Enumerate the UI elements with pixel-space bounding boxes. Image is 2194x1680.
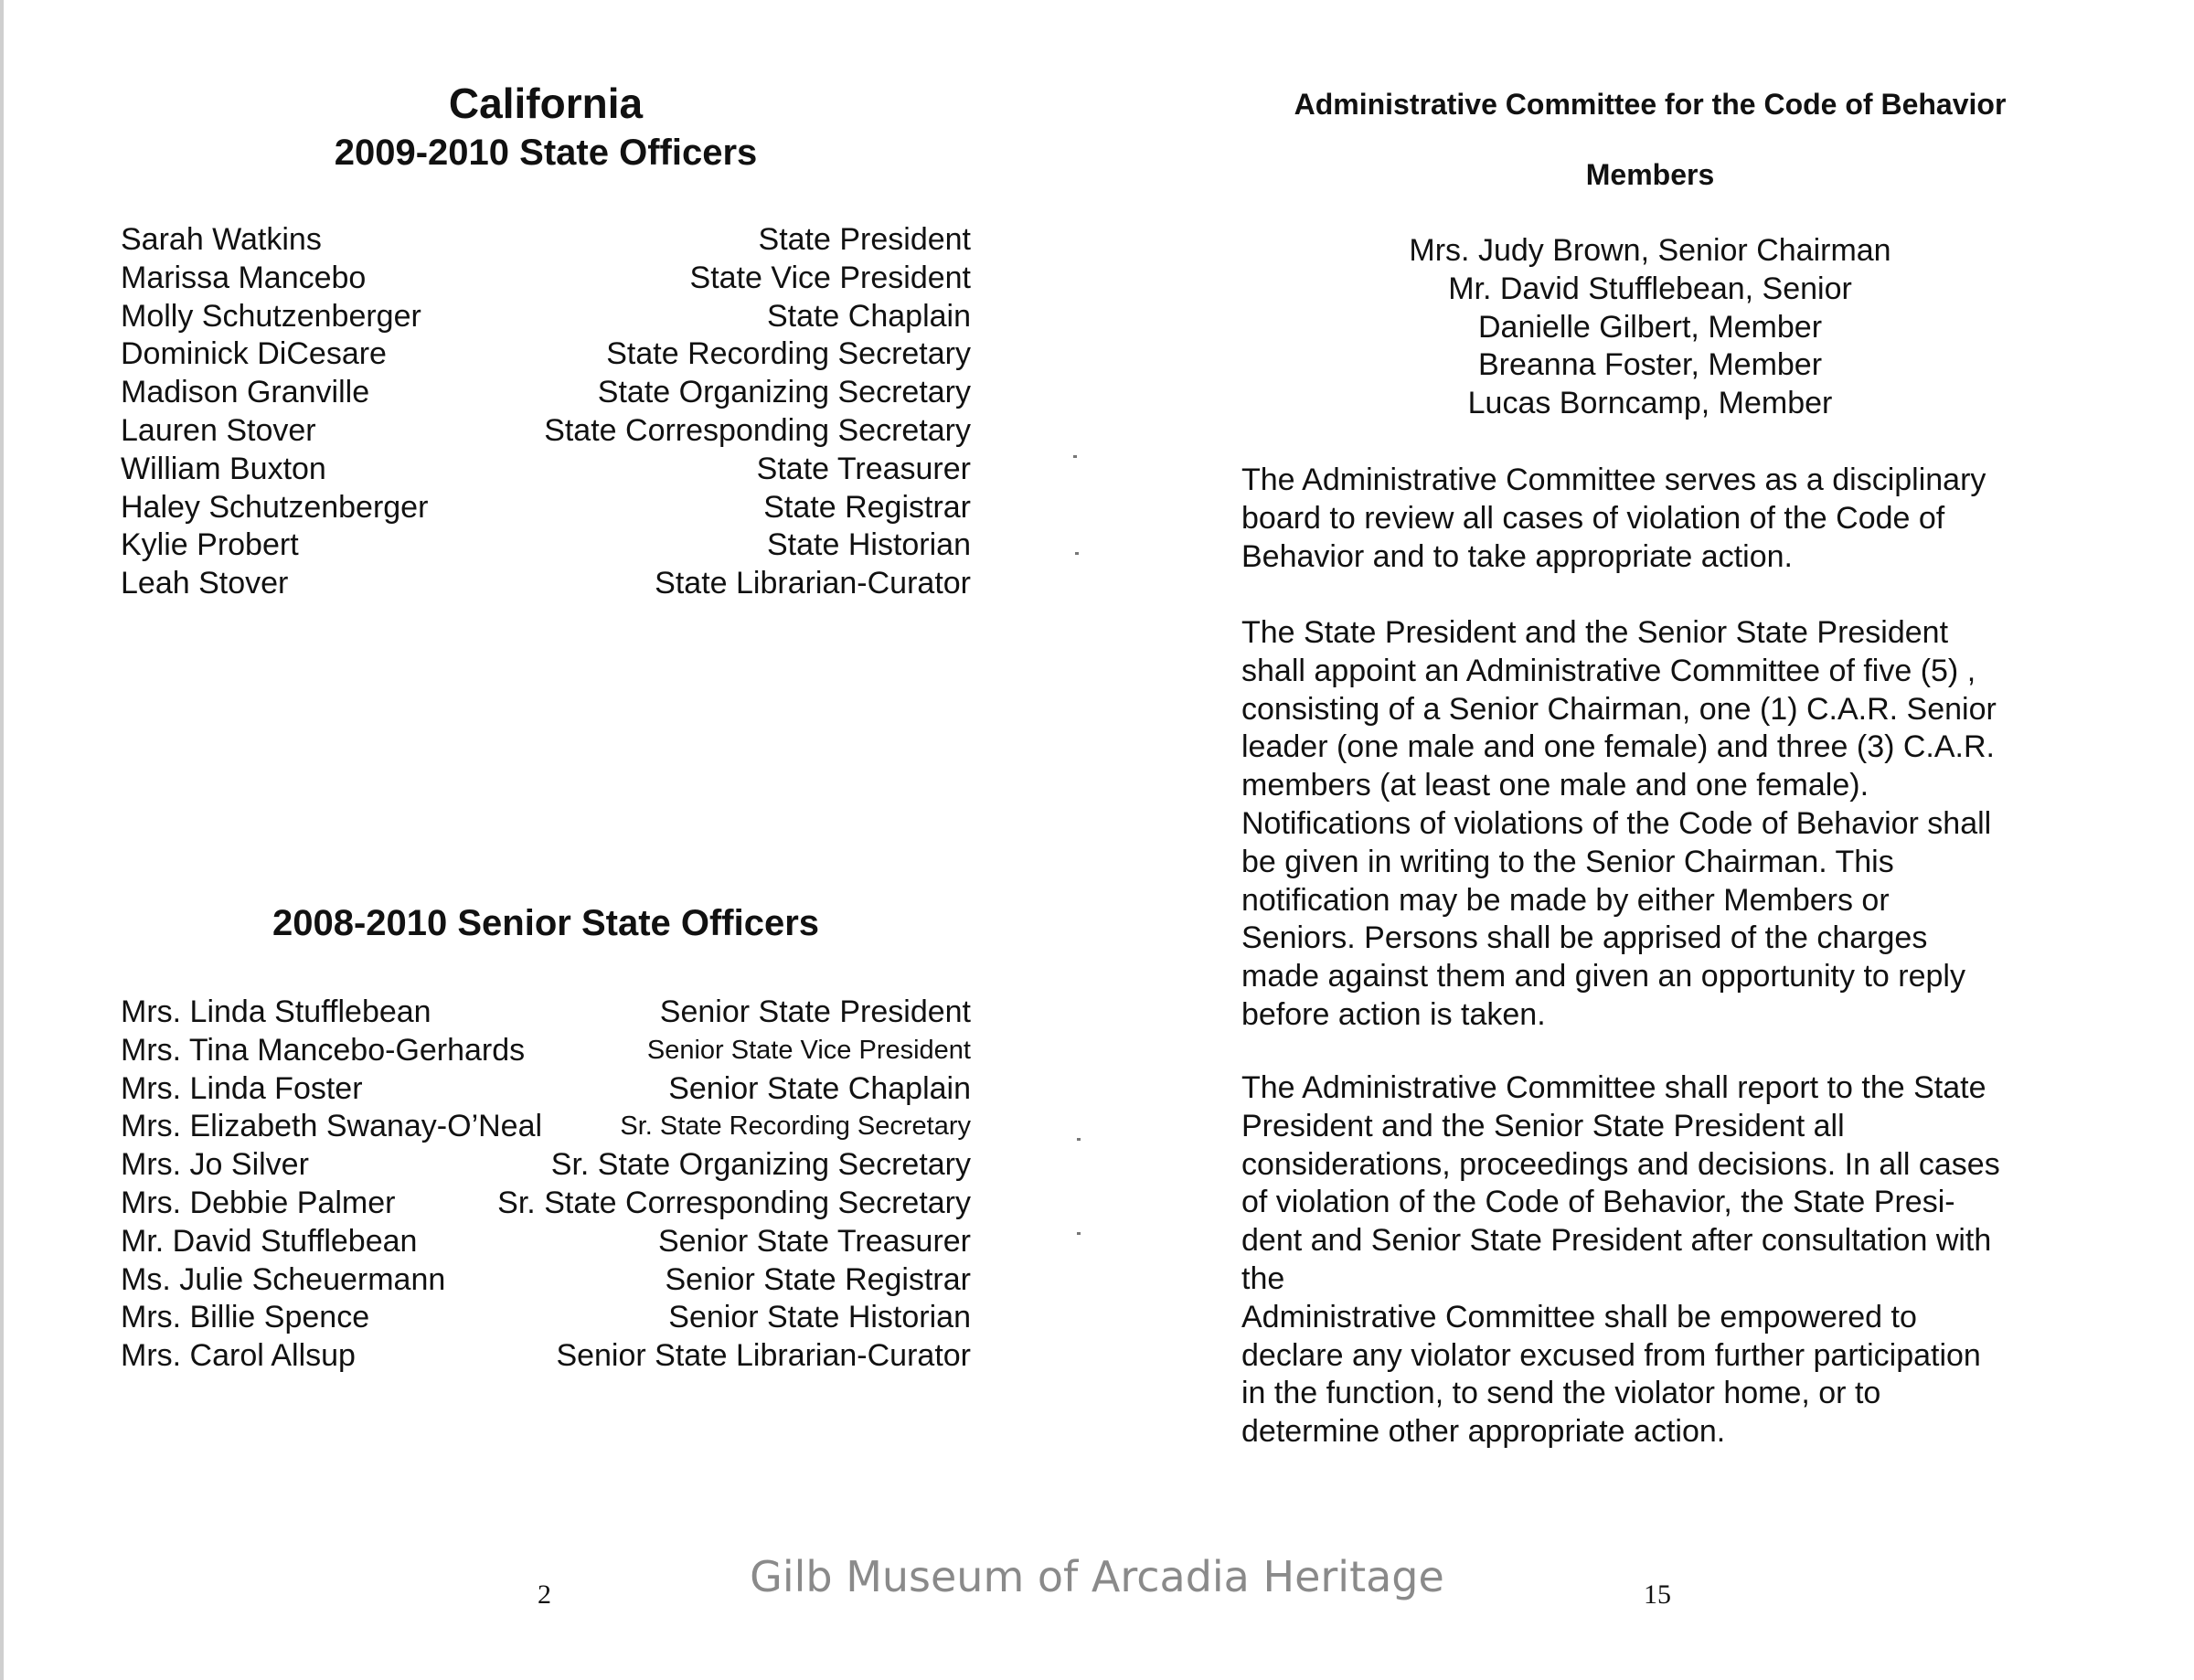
officer-title: State Registrar <box>763 489 971 525</box>
officer-name: Molly Schutzenberger <box>121 298 421 334</box>
senior-officer-name: Mrs. Elizabeth Swanay-O’Neal <box>121 1109 543 1144</box>
senior-officer-row <box>121 1146 971 1185</box>
senior-officer-row <box>121 1261 971 1300</box>
officer-row <box>121 221 971 260</box>
senior-officer-title: Senior State Historian <box>668 1300 971 1335</box>
senior-officer-name: Mrs. Carol Allsup <box>121 1338 356 1374</box>
officer-name: William Buxton <box>121 451 326 486</box>
officer-title: State Treasurer <box>756 451 971 486</box>
committee-member: Mr. David Stufflebean, Senior <box>1448 271 1852 306</box>
senior-officer-row <box>121 994 971 1032</box>
officer-title: State Recording Secretary <box>606 336 971 372</box>
page-number-left: 2 <box>538 1579 551 1610</box>
officer-title: State Librarian-Curator <box>655 566 971 601</box>
senior-officer-row <box>121 1070 971 1109</box>
officer-name: Dominick DiCesare <box>121 336 387 372</box>
officer-title: State Chaplain <box>766 298 971 334</box>
members-heading: Members <box>1585 158 1715 191</box>
page-number-right: 15 <box>1644 1579 1671 1610</box>
officer-row <box>121 260 971 298</box>
officer-row <box>121 526 971 565</box>
officer-name: Marissa Mancebo <box>121 260 367 295</box>
senior-officer-title: Senior State Registrar <box>665 1261 971 1297</box>
senior-officer-name: Mrs. Jo Silver <box>121 1147 309 1183</box>
senior-officer-title: Senior State Treasurer <box>657 1223 971 1259</box>
senior-officer-name: Ms. Julie Scheuermann <box>121 1261 446 1297</box>
senior-officers-heading: 2008-2010 Senior State Officers <box>272 903 820 943</box>
senior-officer-name: Mrs. Linda Foster <box>121 1070 363 1106</box>
senior-officer-row <box>121 1108 971 1146</box>
senior-officer-name: Mrs. Tina Mancebo-Gerhards <box>121 1032 526 1068</box>
senior-officer-name: Mrs. Debbie Palmer <box>121 1185 396 1220</box>
officer-row <box>121 374 971 412</box>
senior-officer-title: Senior State Librarian-Curator <box>556 1338 971 1374</box>
senior-officer-title: Senior State President <box>659 994 971 1029</box>
committee-member: Danielle Gilbert, Member <box>1477 309 1823 345</box>
officer-row <box>121 451 971 489</box>
senior-officer-title: Sr. State Corresponding Secretary <box>497 1185 971 1220</box>
committee-appointment-paragraph: The State President and the Senior State President shall appoint an Administrative Committee of five (5) , consisting of a Senior Chairman, one (1) C.A.R. Senior leader (one male and one female) and three (3) C.A.R. members (at least one male and one female). Notifications of violations of the Code of Behavior shall be given in writing to the Senior Chairman. This notification may be made by either Members or Seniors. Persons shall be apprised of the charges made against them and given an opportunity to reply before action is taken. <box>1241 615 1997 1032</box>
committee-member: Lucas Borncamp, Member <box>1467 386 1833 421</box>
officer-title: State Organizing Secretary <box>597 375 971 410</box>
committee-heading: Administrative Committee for the Code of Behavior <box>1294 88 2007 121</box>
senior-officer-row <box>121 1032 971 1070</box>
officer-row <box>121 412 971 451</box>
officer-title: State President <box>758 222 971 257</box>
officer-title: State Historian <box>767 527 971 563</box>
officer-name: Haley Schutzenberger <box>121 489 429 525</box>
senior-officer-name: Mr. David Stufflebean <box>121 1223 418 1259</box>
officer-name: Lauren Stover <box>121 412 316 448</box>
state-officers-heading: 2009-2010 State Officers <box>334 133 758 173</box>
officer-row <box>121 565 971 603</box>
officer-row <box>121 298 971 336</box>
officer-row <box>121 335 971 374</box>
officer-name: Madison Granville <box>121 375 370 410</box>
senior-officer-title: Senior State Chaplain <box>668 1070 971 1106</box>
officer-name: Leah Stover <box>121 566 289 601</box>
committee-purpose-paragraph: The Administrative Committee serves as a disciplinary board to review all cases of violation of the Code of Behavior and to take appropriate action. <box>1241 463 1986 574</box>
officer-title: State Corresponding Secretary <box>544 412 971 448</box>
left-page <box>0 0 1074 1680</box>
senior-officer-row <box>121 1337 971 1376</box>
senior-officer-row <box>121 1299 971 1337</box>
officer-row <box>121 489 971 527</box>
committee-reporting-paragraph: The Administrative Committee shall report to the State President and the Senior State President all considerations, proceedings and decisions. In all cases of violation of the Code of Behavior, the State Presi- dent and Senior State President after consultation with the Administrative Committee shall be empowered to declare any violator excused from further participation in the function, to send the violator home, or to determine other appropriate action. <box>1241 1070 2000 1450</box>
senior-officer-title: Senior State Vice President <box>646 1035 971 1065</box>
officer-title: State Vice President <box>689 260 971 295</box>
senior-officer-title: Sr. State Recording Secretary <box>620 1111 971 1142</box>
committee-members-list <box>1216 232 2084 423</box>
committee-member: Breanna Foster, Member <box>1477 347 1823 383</box>
senior-officer-row <box>121 1223 971 1261</box>
senior-officer-title: Sr. State Organizing Secretary <box>550 1147 971 1183</box>
page-title: California <box>448 80 644 127</box>
senior-officers-list <box>121 994 971 1376</box>
officer-name: Kylie Probert <box>121 527 299 563</box>
museum-watermark: Gilb Museum of Arcadia Heritage <box>750 1552 1444 1601</box>
senior-officer-name: Mrs. Billie Spence <box>121 1300 370 1335</box>
senior-officer-name: Mrs. Linda Stufflebean <box>121 994 431 1029</box>
senior-officer-row <box>121 1185 971 1223</box>
committee-member: Mrs. Judy Brown, Senior Chairman <box>1409 233 1891 268</box>
state-officers-list <box>121 221 971 603</box>
officer-name: Sarah Watkins <box>121 222 322 257</box>
